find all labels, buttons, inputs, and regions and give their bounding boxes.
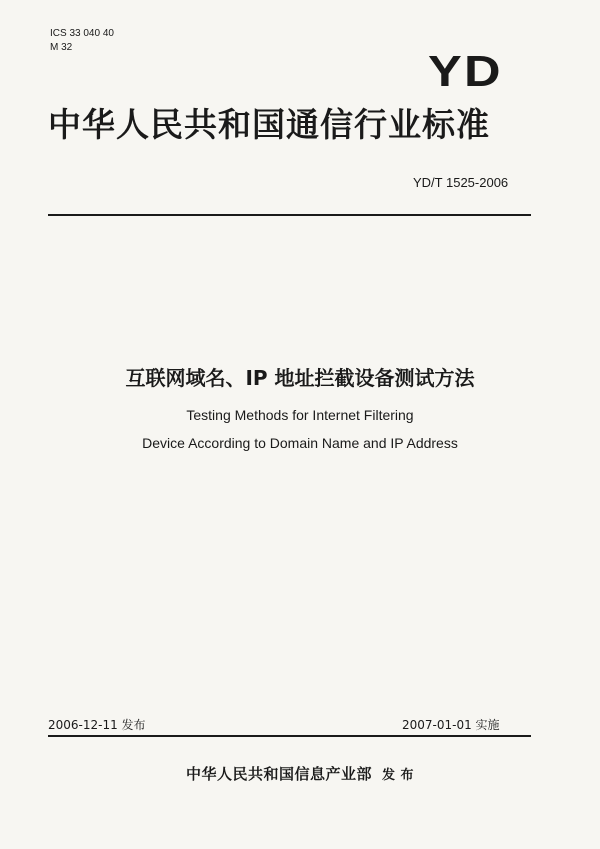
english-title-line-1: Testing Methods for Internet Filtering [186,407,414,423]
issue-date: 2006-12-11 发布 [48,718,146,732]
english-title-line-2: Device According to Domain Name and IP Address [142,435,458,451]
standard-number: YD/T 1525-2006 [413,175,509,190]
standard-category-title: 中华人民共和国通信行业标准 [48,105,490,144]
implementation-date: 2007-01-01 实施 [402,718,500,732]
bottom-divider [48,735,531,737]
publisher-name: 中华人民共和国信息产业部 [185,765,372,783]
ics-code: ICS 33 040 40 [50,28,114,39]
classification-code: M 32 [50,42,73,53]
publisher-line [0,763,600,784]
top-divider [48,214,531,216]
publisher-suffix: 发 布 [381,768,415,783]
chinese-document-title: 互联网域名、IP 地址拦截设备测试方法 [125,366,475,390]
yd-logo: YD [428,47,503,96]
